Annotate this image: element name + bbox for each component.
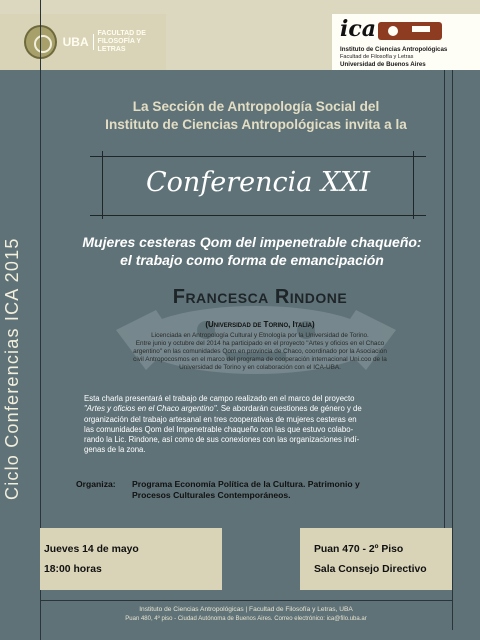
- uba-faculty-line1: FACULTAD DE: [97, 30, 146, 37]
- abstract-line: organización del trabajo artesanal en tres cooperativas de mujeres cesteras en: [84, 414, 357, 424]
- bio-line: civil Antropocosmos en el marco del programa de cooperación internacional Uni.coo de la: [133, 356, 387, 363]
- uba-faculty-line2: FILOSOFÍA Y LETRAS: [97, 38, 141, 53]
- speaker-affiliation: (Universidad de Torino, Italia): [205, 320, 315, 329]
- abstract-line: rando la Lic. Rindone, así como de sus conexiones con las organizaciones indí-: [84, 435, 360, 445]
- ica-line1: Instituto de Ciencias Antropológicas: [340, 46, 448, 53]
- frame-line-right-outer: [452, 70, 453, 630]
- abstract-line: genas de la zona.: [84, 445, 146, 455]
- date-band: [40, 528, 222, 590]
- side-title: Ciclo Conferencias ICA 2015: [2, 237, 22, 500]
- bio-line: Universidad de Torino y en colaboración con el ICA-UBA.: [179, 364, 341, 371]
- uba-logo-text: [63, 30, 166, 54]
- uba-logo: [0, 14, 166, 70]
- uba-faculty: [98, 30, 166, 54]
- abstract-line: [84, 404, 432, 414]
- event-date: Jueves 14 de mayo: [44, 544, 139, 555]
- bio-line: Entre junio y octubre del 2014 ha participado en el proyecto "Artes y oficios en el Chaco: [135, 340, 385, 347]
- organizer-label: Organiza:: [76, 479, 116, 489]
- invite-line2: Instituto de Ciencias Antropológicas invita a la: [105, 117, 407, 132]
- speaker-bio: [98, 332, 422, 372]
- uba-logo-divider: [93, 34, 94, 50]
- ica-line2: Facultad de Filosofía y Letras: [340, 54, 414, 60]
- talk-title-line1: Mujeres cesteras Qom del impenetrable chaqueño:: [82, 234, 422, 250]
- talk-title: [52, 233, 452, 269]
- abstract-line: Esta charla presentará el trabajo de campo realizado en el marco del proyecto: [84, 394, 355, 403]
- invite-line1: La Sección de Antropología Social del: [132, 99, 380, 114]
- project-name: "Artes y oficios en el Chaco argentino".: [84, 404, 219, 414]
- talk-title-line2: el trabajo como forma de emancipación: [120, 252, 384, 268]
- invite-text: [86, 98, 426, 134]
- place-band: [300, 528, 452, 590]
- event-time: 18:00 horas: [44, 564, 102, 575]
- organizer: [76, 479, 436, 501]
- bio-line: argentino" en las comunidades Qom en provincia de Chaco, coordinado por la Asociación: [133, 348, 387, 355]
- organizer-line1: Programa Economía Política de la Cultura. Patrimonio y: [132, 479, 360, 489]
- footer-institution: Instituto de Ciencias Antropológicas | Facultad de Filosofía y Letras, UBA: [139, 606, 353, 613]
- abstract-line: las comunidades Qom del Impenetrable chaqueño con las que estuvo colabo-: [84, 424, 354, 434]
- ica-line3: Universidad de Buenos Aires: [340, 61, 426, 68]
- footer-address: Puan 480, 4º piso - Ciudad Autónoma de Buenos Aires. Correo electrónico: ica@filo.uba.ar: [125, 616, 367, 622]
- frame-line-bottom: [40, 600, 452, 601]
- ica-logo: [332, 14, 480, 70]
- frame-line-right-inner: [444, 70, 445, 590]
- ica-pottery-icon: [378, 22, 442, 40]
- uba-name: UBA: [62, 35, 89, 49]
- abstract: [84, 394, 432, 456]
- conference-title: Conferencia XXI: [145, 167, 371, 198]
- speaker-name: Francesca Rindone: [172, 286, 348, 308]
- conference-title-box: [90, 156, 426, 216]
- organizer-line2: Procesos Culturales Contemporáneos.: [132, 490, 291, 500]
- event-room: Sala Consejo Directivo: [314, 564, 427, 575]
- ica-logo-text: [340, 46, 478, 69]
- event-place: Puan 470 - 2º Piso: [314, 544, 404, 555]
- bio-line: Licenciada en Antropología Cultural y Etnología por la Universidad de Torino.: [151, 332, 369, 339]
- abstract-line-rest: Se abordarán cuestiones de género y de: [218, 404, 362, 414]
- ica-logo-word: ica: [340, 16, 377, 42]
